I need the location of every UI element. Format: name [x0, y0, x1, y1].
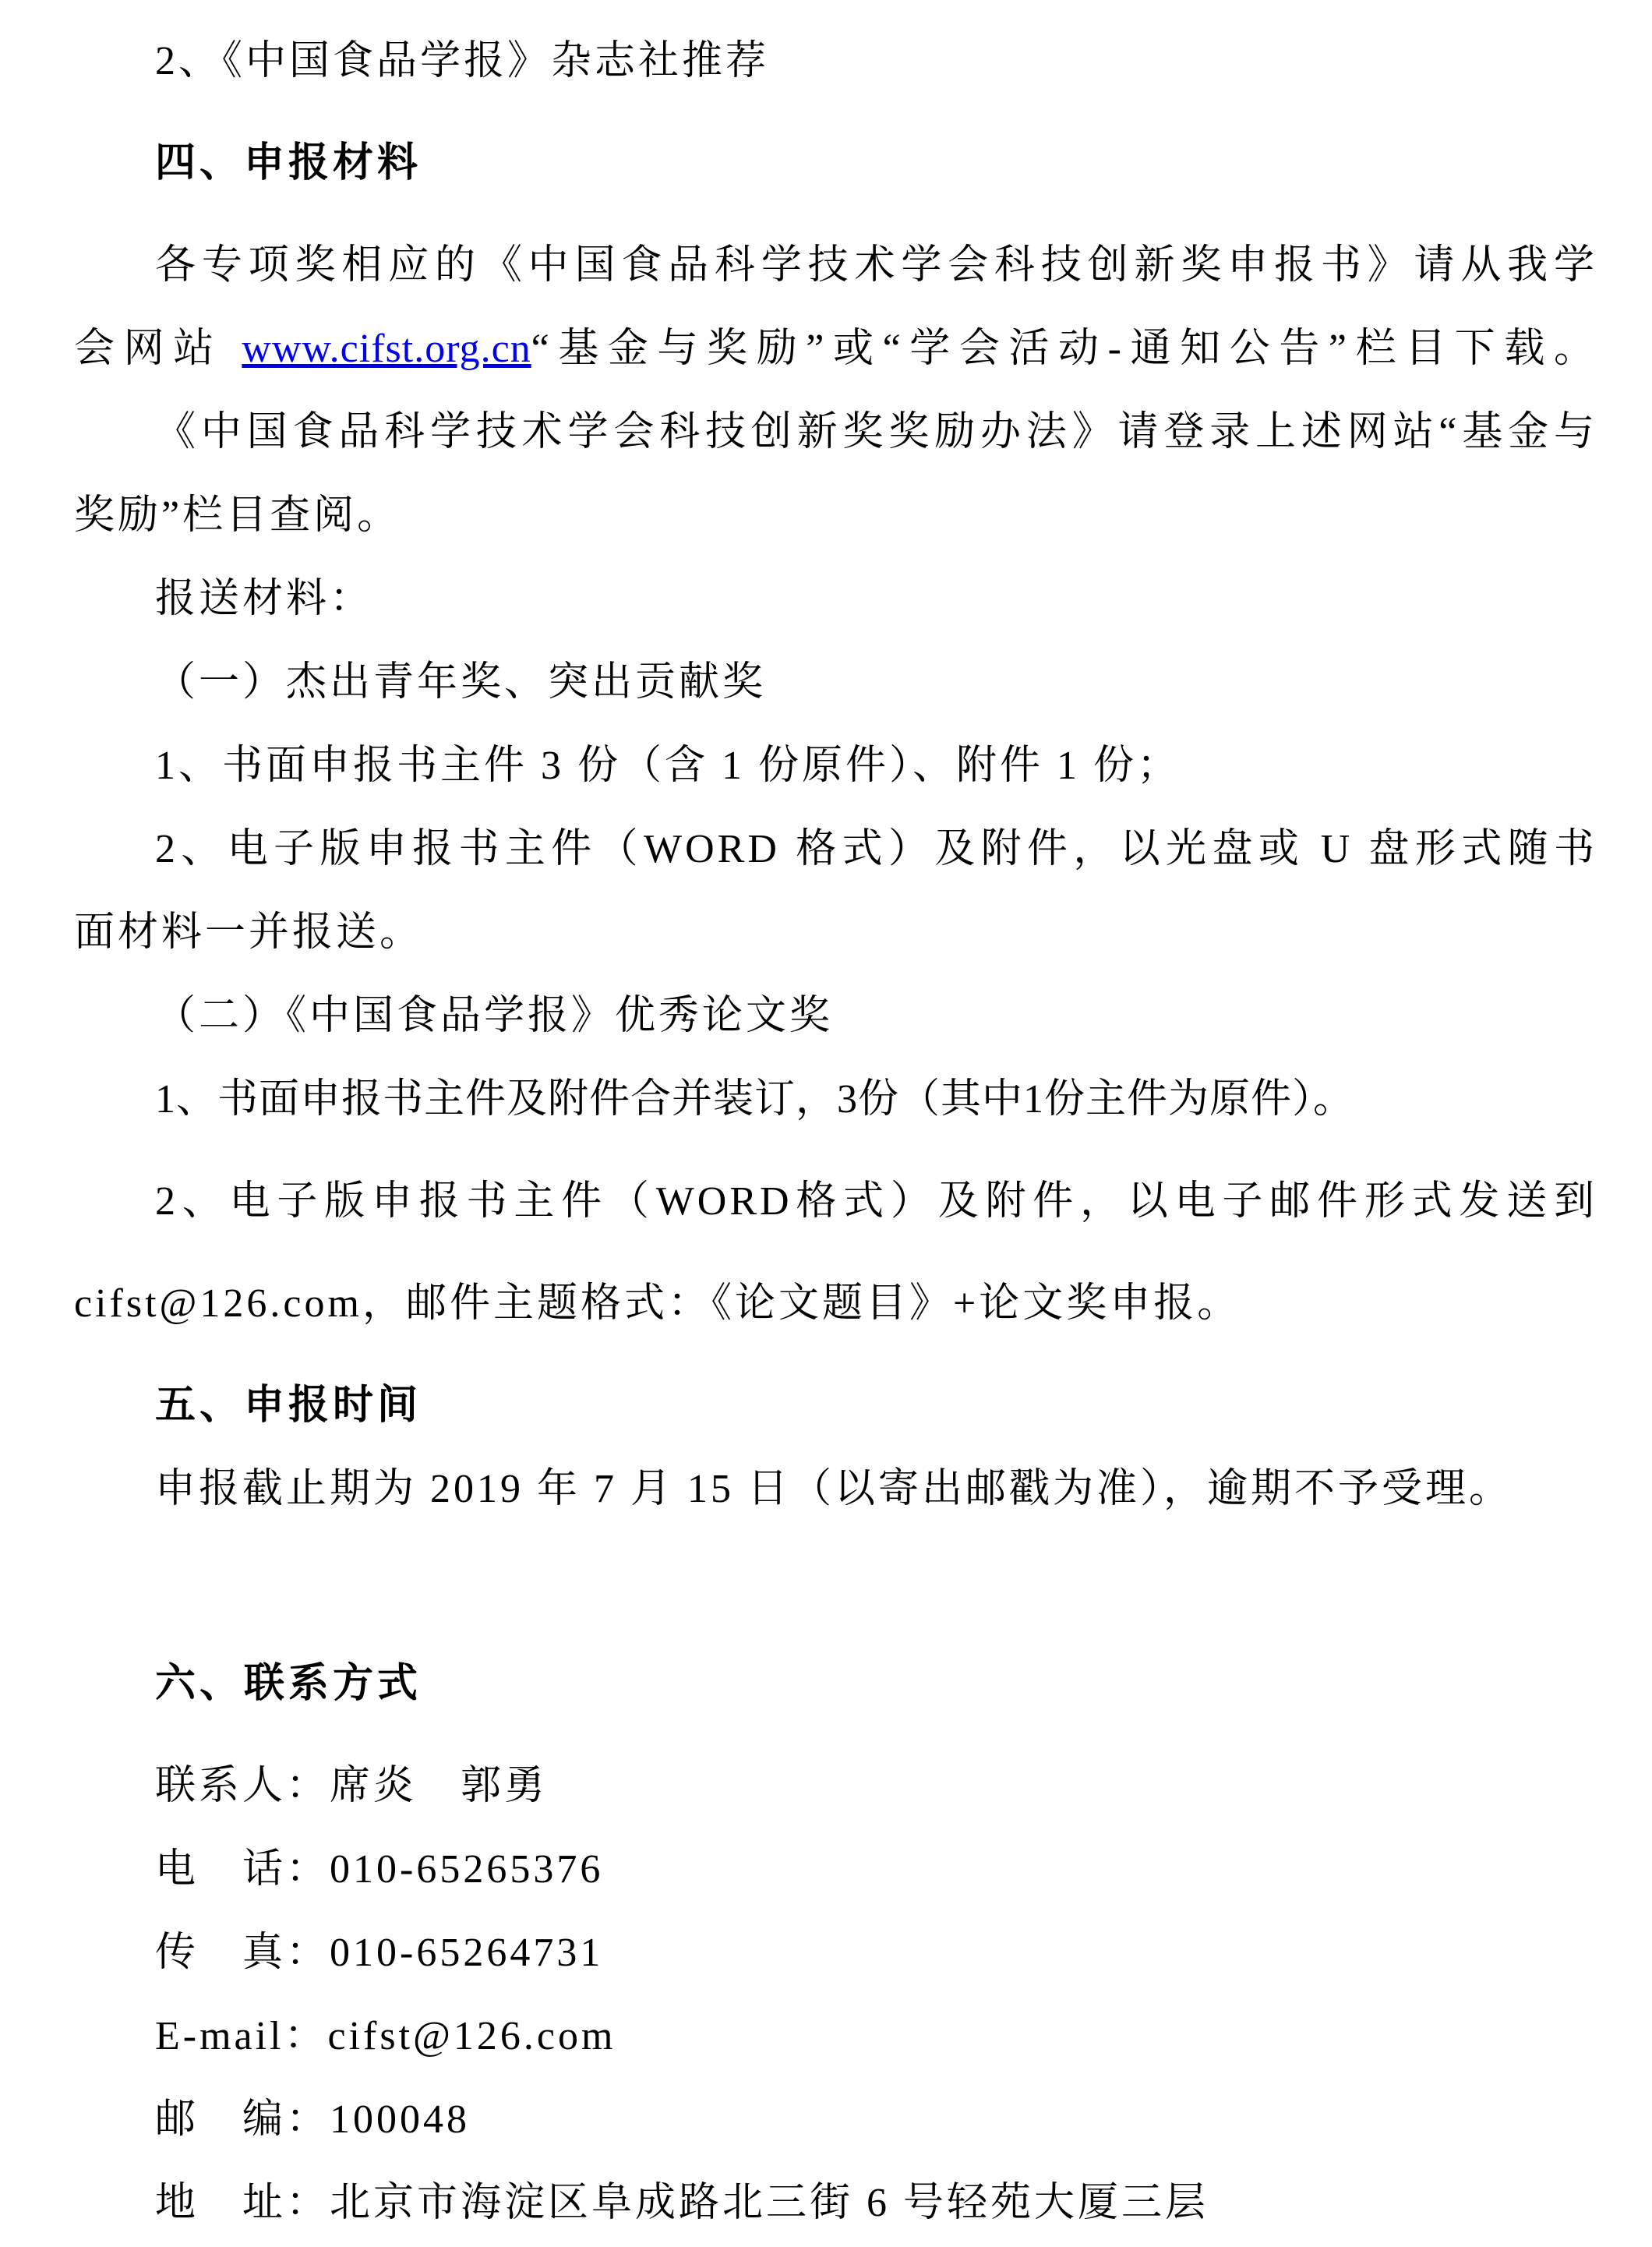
section-heading-5-application-time: 五、申报时间 — [155, 1383, 422, 1428]
list-item-email-submission-line-2: cifst@126.com，邮件主题格式：《论文题目》+论文奖申报。 — [74, 1281, 1241, 1326]
para-measures-line-1: 《中国食品科学技术学会科技创新奖奖励办法》请登录上述网站“基金与 — [155, 410, 1597, 454]
list-item-electronic-copy-line-2: 面材料一并报送。 — [74, 910, 424, 955]
contact-phone: 电 话：010-65265376 — [155, 1847, 604, 1892]
document-body — [74, 19, 1597, 2245]
para-measures-line-2: 奖励”栏目查阅。 — [74, 493, 401, 538]
link-suffix-text: “基金与奖励”或“学会活动-通知公告”栏目下载。 — [531, 327, 1597, 371]
contact-person: 联系人：席炎 郭勇 — [155, 1764, 549, 1808]
para-submission-materials-label: 报送材料： — [155, 577, 374, 621]
cifst-website-link[interactable]: www.cifst.org.cn — [242, 327, 531, 371]
list-item-journal-recommend: 2、《中国食品学报》杂志社推荐 — [155, 39, 770, 83]
contact-fax: 传 真：010-65264731 — [155, 1931, 604, 1975]
section-heading-6-contact: 六、联系方式 — [155, 1661, 422, 1706]
section-heading-4-application-materials: 四、申报材料 — [155, 140, 422, 185]
list-item-paper-copies: 1、书面申报书主件 3 份（含 1 份原件）、附件 1 份； — [155, 744, 1181, 788]
link-prefix-text: 会网站 — [74, 327, 242, 371]
list-item-paper-binding: 1、书面申报书主件及附件合并装订，3份（其中1份主件为原件）。 — [155, 1077, 1355, 1122]
contact-email: E-mail：cifst@126.com — [155, 2014, 616, 2058]
para-deadline: 申报截止期为 2019 年 7 月 15 日（以寄出邮戳为准），逾期不予受理。 — [155, 1467, 1513, 1511]
spacer-line — [74, 1531, 1597, 1614]
list-item-email-submission-line-1: 2、电子版申报书主件（WORD格式）及附件，以电子邮件形式发送到 — [155, 1179, 1597, 1224]
para-download-line-1: 各专项奖相应的《中国食品科学技术学会科技创新奖申报书》请从我学 — [155, 243, 1597, 288]
subsection-2-excellent-paper-award: （二）《中国食品学报》优秀论文奖 — [155, 994, 834, 1038]
para-download-line-2 — [74, 307, 1597, 390]
contact-address: 地 址：北京市海淀区阜成路北三街 6 号轻苑大厦三层 — [155, 2181, 1209, 2225]
subsection-1-outstanding-awards: （一）杰出青年奖、突出贡献奖 — [155, 660, 767, 705]
list-item-electronic-copy-line-1: 2、电子版申报书主件（WORD 格式）及附件，以光盘或 U 盘形式随书 — [155, 827, 1597, 871]
contact-postcode: 邮 编：100048 — [155, 2097, 471, 2142]
